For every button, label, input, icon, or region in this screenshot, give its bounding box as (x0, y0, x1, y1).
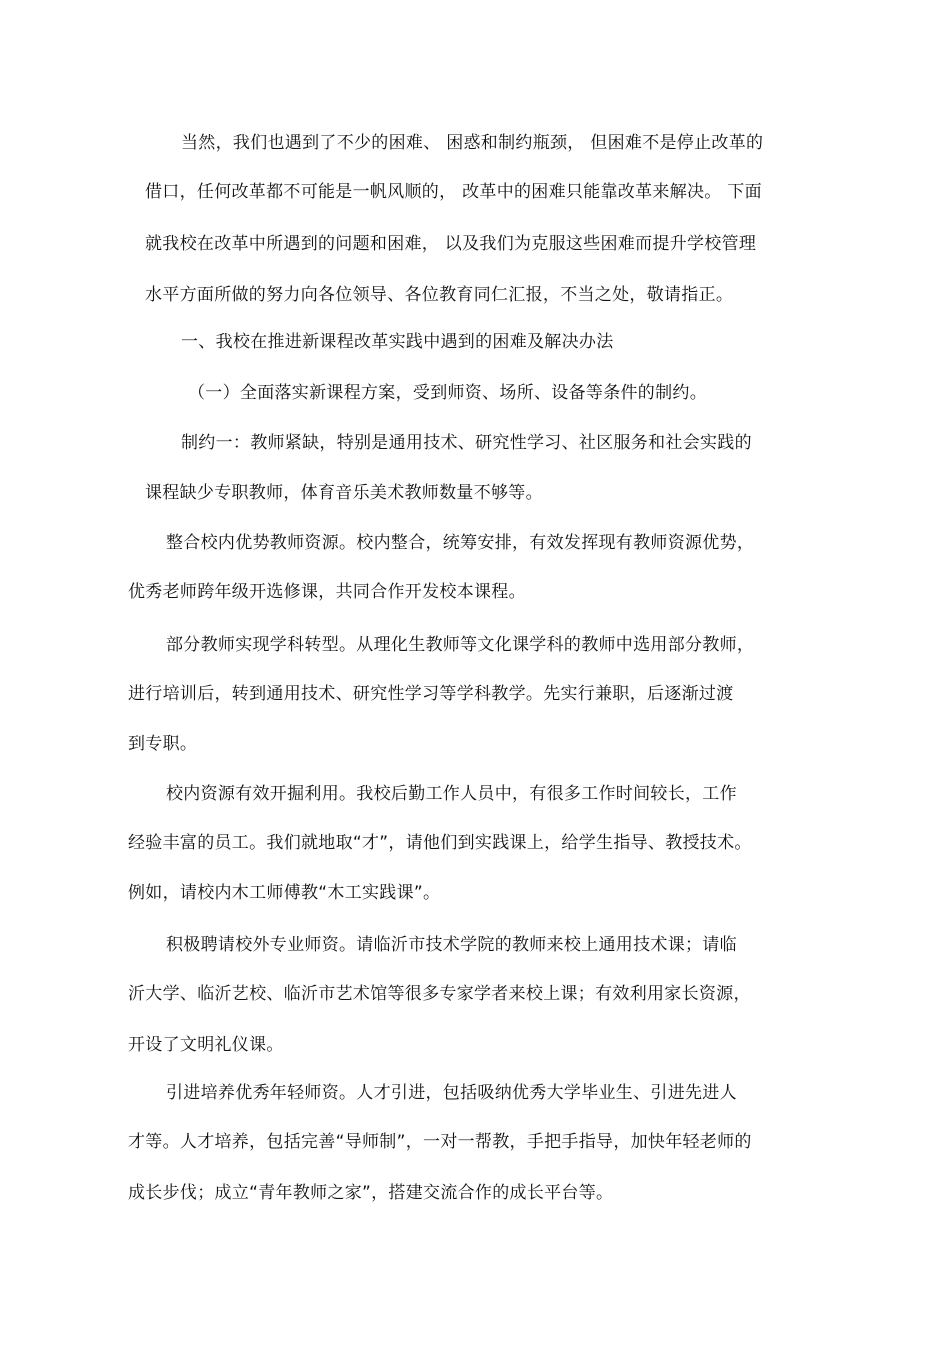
paragraph-line: 当然，我们也遇到了不少的困难、 困惑和制约瓶颈， 但困难不是停止改革的 (181, 133, 764, 153)
paragraph-line: 成长步伐；成立“青年教师之家”，搭建交流合作的成长平台等。 (128, 1183, 614, 1203)
paragraph-line: 课程缺少专职教师，体育音乐美术教师数量不够等。 (145, 483, 543, 503)
paragraph-line: 校内资源有效开掘利用。我校后勤工作人员中，有很多工作时间较长，工作 (166, 784, 737, 804)
paragraph-line: 制约一：教师紧缺，特别是通用技术、研究性学习、社区服务和社会实践的 (181, 433, 752, 453)
paragraph-line: 到专职。 (128, 734, 198, 754)
paragraph-line: 部分教师实现学科转型。从理化生教师等文化课学科的教师中选用部分教师， (166, 635, 755, 655)
paragraph-line: 水平方面所做的努力向各位领导、各位教育同仁汇报，不当之处，敬请指正。 (145, 285, 734, 305)
paragraph-line: 沂大学、临沂艺校、临沂市艺术馆等很多专家学者来校上课；有效利用家长资源， (128, 984, 751, 1004)
paragraph-line: 优秀老师跨年级开选修课，共同合作开发校本课程。 (128, 582, 526, 602)
paragraph-line: 才等。人才培养，包括完善“导师制”，一对一帮教，手把手指导，加快年轻老师的 (128, 1132, 752, 1152)
paragraph-line: 整合校内优势教师资源。校内整合，统筹安排，有效发挥现有教师资源优势， (166, 533, 755, 553)
paragraph-line: 积极聘请校外专业师资。请临沂市技术学院的教师来校上通用技术课；请临 (166, 935, 737, 955)
paragraph-line: 引进培养优秀年轻师资。人才引进，包括吸纳优秀大学毕业生、引进先进人 (166, 1083, 737, 1103)
paragraph-line: 例如，请校内木工师傅教“木工实践课”。 (128, 883, 441, 903)
paragraph-line: 经验丰富的员工。我们就地取“才”，请他们到实践课上，给学生指导、教授技术。 (128, 833, 752, 853)
paragraph-line: 借口，任何改革都不可能是一帆风顺的， 改革中的困难只能靠改革来解决。 下面 (145, 182, 762, 202)
section-heading: 一、我校在推进新课程改革实践中遇到的困难及解决办法 (181, 332, 614, 352)
paragraph-line: 就我校在改革中所遇到的问题和困难， 以及我们为克服这些困难而提升学校管理 (145, 234, 757, 254)
paragraph-line: 进行培训后，转到通用技术、研究性学习等学科教学。先实行兼职，后逐渐过渡 (128, 684, 734, 704)
paragraph-line: 开设了文明礼仪课。 (128, 1035, 284, 1055)
subsection-heading: （一）全面落实新课程方案，受到师资、场所、设备等条件的制约。 (188, 383, 707, 403)
